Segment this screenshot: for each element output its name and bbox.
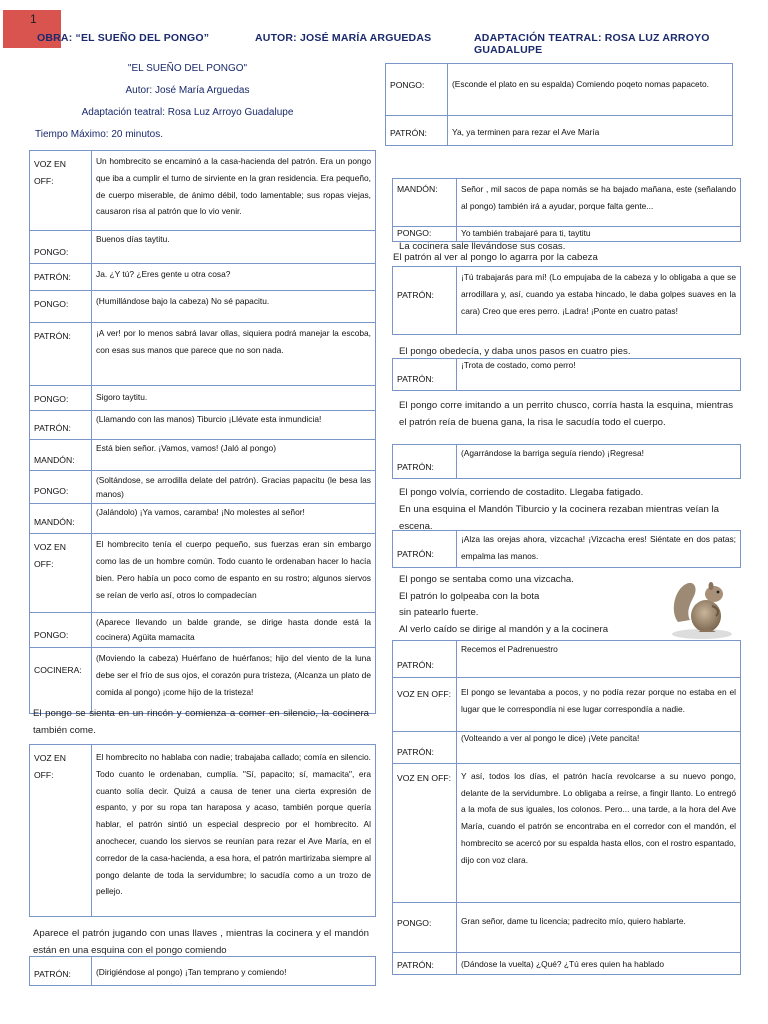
dialogue-row: PATRÓN: ¡Alza las orejas ahora, vizcacha! ¡Vizcacha eres! Siéntate en dos patas; empalma las manos. (393, 531, 741, 568)
dialogue-row: PATRÓN: ¡A ver! por lo menos sabrá lavar ollas, siquiera podrá manejar la escoba, con esas sus manos que parece que no son nada. (30, 323, 376, 386)
dialogue-row: PATRÓN: (Agarrándose la barriga seguía riendo) ¡Regresa! (393, 445, 741, 479)
dialogue-table-right-7 (392, 640, 741, 975)
dialogue-row: PONGO: Sigoro taytitu. (30, 386, 376, 411)
dialogue-row: PATRÓN: (Dándose la vuelta) ¿Qué? ¿Tú eres quien ha hablado (393, 952, 741, 974)
dialogue-table-right-1 (385, 63, 733, 146)
dialogue-row: PONGO: (Soltándose, se arrodilla delate del patrón). Gracias papacitu (le besa las manos) (30, 471, 376, 504)
dialogue-row: COCINERA: (Moviendo la cabeza) Huérfano de huérfanos; hijo del viento de la luna debe ser el frío de sus ojos, el corazón pura tristeza, (Alcanza un plato de comida al pongo) ¡come hijo de la tristeza! (30, 648, 376, 714)
stage-direction: El pongo corre imitando a un perrito chusco, corría hasta la esquina, mientras el patrón reía de buena gana, la risa le sacudía todo el cuerpo. (399, 400, 733, 428)
dialogue-table-left-2 (29, 744, 376, 917)
dialogue-row: PONGO: (Esconde el plato en su espalda) Comiendo poqeto nomas papaceto. (386, 64, 733, 116)
dialogue-row: VOZ EN OFF: Y así, todos los días, el patrón hacía revolcarse a su nuevo pongo, delante de la servidumbre. Lo obligaba a reírse, a fingir llanto. Lo entregó a la mofa de sus iguales, los colonos. Pero... una tarde, a la hora del Ave María, cuando el patrón se encontraba en el corredor con el mandón, el hombrecito se acercó por su espalda hasta ellos, con el rostro espantado, dijo con voz clara. (393, 763, 741, 902)
dialogue-row: PATRÓN: (Llamando con las manos) Tiburcio ¡Llévate esta inmundicia! (30, 410, 376, 439)
dialogue-table-right-2 (392, 178, 741, 242)
dialogue-row: MANDÓN: (Jalándolo) ¡Ya vamos, caramba! ¡No molestes al señor! (30, 504, 376, 534)
dialogue-row: PATRÓN: (Volteando a ver al pongo le dice) ¡Vete pancita! (393, 732, 741, 764)
dialogue-table-right-4 (392, 358, 741, 391)
header-obra: OBRA: “EL SUEÑO DEL PONGO” (37, 32, 210, 44)
dialogue-row: VOZ EN OFF: El hombrecito tenía el cuerpo pequeño, sus fuerzas eran sin embargo como las de un hombre común. Todo cuanto le ordenaban hacer lo hacía bien. Pero había un poco como de espanto en su rostro; algunos siervos se reían de verlo así, otros lo compadecían (30, 534, 376, 613)
stage-direction: El pongo se sentaba como una vizcacha. (399, 574, 574, 585)
stage-direction: En una esquina el Mandón Tiburcio y la cocinera rezaban mientras veían la escena. (399, 504, 719, 532)
dialogue-table-right-5 (392, 444, 741, 479)
stage-direction: sin patearlo fuerte. (399, 607, 479, 618)
dialogue-row: PONGO: (Humillándose bajo la cabeza) No sé papacitu. (30, 291, 376, 323)
dialogue-table-left-3 (29, 956, 376, 986)
stage-direction: El pongo volvía, corriendo de costadito. Llegaba fatigado. (399, 487, 644, 498)
dialogue-row: MANDÓN: Está bien señor. ¡Vamos, vamos! (Jaló al pongo) (30, 439, 376, 471)
dialogue-row: PONGO: Gran señor, dame tu licencia; padrecito mío, quiero hablarte. (393, 902, 741, 952)
dialogue-row: PONGO: Yo también trabajaré para ti, taytitu (393, 227, 741, 242)
dialogue-table-right-6 (392, 530, 741, 568)
stage-direction: Aparece el patrón jugando con unas llaves , mientras la cocinera y el mandón están en una esquina con el pongo comiendo (33, 928, 369, 956)
dialogue-row: VOZ EN OFF: El hombrecito no hablaba con nadie; trabajaba callado; comía en silencio. Todo cuanto le ordenaban, cumplía. "Sí, papacito; sí, mamacita", era cuanto solía decir. Quizá a causa de tener una cierta expresión de espanto, y por su ropa tan haraposa y acaso, también porque quería hablar, el patrón sintió un especial desprecio por el hombrecito. Al anochecer, cuando los siervos se reunían para rezar el Ave María, en el corredor de la casa-hacienda, a esa hora, el patrón martirizaba siempre al pongo delante de toda la servidumbre; lo sacudía como a un trozo de pellejo. (30, 745, 376, 917)
dialogue-row: PATRÓN: ¡Trota de costado, como perro! (393, 359, 741, 391)
stage-direction: Al verlo caído se dirige al mandón y a la cocinera (399, 624, 609, 635)
header-adaptacion-line1: ADAPTACIÓN TEATRAL: ROSA LUZ ARROYO (474, 32, 710, 44)
dialogue-table-right-3 (392, 266, 741, 335)
dialogue-row: PATRÓN: (Dirigiéndose al pongo) ¡Tan temprano y comiendo! (30, 957, 376, 986)
stage-direction: El pongo se sienta en un rincón y comienza a comer en silencio, la cocinera también come. (33, 708, 369, 736)
page-number-badge: 1 (3, 10, 61, 48)
header-adaptacion (474, 32, 710, 56)
dialogue-row: MANDÓN: Señor , mil sacos de papa nomás se ha bajado mañana, este (señalando al pongo) también irá a ayudar, porque falta gente... (393, 179, 741, 227)
header-adaptacion-line2: GUADALUPE (474, 44, 543, 56)
dialogue-row: VOZ EN OFF: El pongo se levantaba a pocos, y no podía rezar porque no estaba en el lugar que le correspondía ni ese lugar correspondía a nadie. (393, 678, 741, 732)
stage-direction: El pongo obedecía, y daba unos pasos en cuatro pies. (399, 346, 631, 357)
dialogue-row: PATRÓN: ¡Tú trabajarás para mí! (Lo empujaba de la cabeza y lo obligaba a que se arrodillara y, así, cuando ya estaba hincado, le daba golpes suaves en la cara) Creo que eres perro. ¡Ladra! ¡Ponte en cuatro patas! (393, 267, 741, 335)
dialogue-row: PATRÓN: Ya, ya terminen para rezar el Ave María (386, 116, 733, 146)
header-autor: AUTOR: JOSÉ MARÍA ARGUEDAS (255, 32, 432, 44)
dialogue-row: PONGO: Buenos días taytitu. (30, 231, 376, 264)
dialogue-row: PONGO: (Aparece llevando un balde grande, se dirige hasta donde está la cocinera) Agüita mamacita (30, 613, 376, 648)
time-limit: Tiempo Máximo: 20 minutos. (35, 129, 164, 140)
play-author: Autor: José María Arguedas (125, 85, 250, 96)
dialogue-row: PATRÓN: Recemos el Padrenuestro (393, 641, 741, 678)
dialogue-row: VOZ EN OFF: Un hombrecito se encaminó a la casa-hacienda del patrón. Era un pongo que iba a cumplir el turno de sirviente en la gran residencia. Era pequeño, de cuerpo miserable, de ánimo débil, todo lamentable; sus ropas viejas, causaron risa al patrón que lo vio venir. (30, 151, 376, 231)
stage-direction: El patrón lo golpeaba con la bota (399, 591, 540, 602)
dialogue-table-left-1 (29, 150, 376, 714)
play-adaptation: Adaptación teatral: Rosa Luz Arroyo Guadalupe (81, 107, 294, 118)
vizcacha-illustration (668, 572, 736, 640)
stage-direction: El patrón al ver al pongo lo agarra por la cabeza (393, 252, 598, 263)
stage-direction: La cocinera sale llevándose sus cosas. (399, 241, 566, 252)
play-title: "EL SUEÑO DEL PONGO" (127, 63, 248, 74)
dialogue-row: PATRÓN: Ja. ¿Y tú? ¿Eres gente u otra cosa? (30, 264, 376, 291)
